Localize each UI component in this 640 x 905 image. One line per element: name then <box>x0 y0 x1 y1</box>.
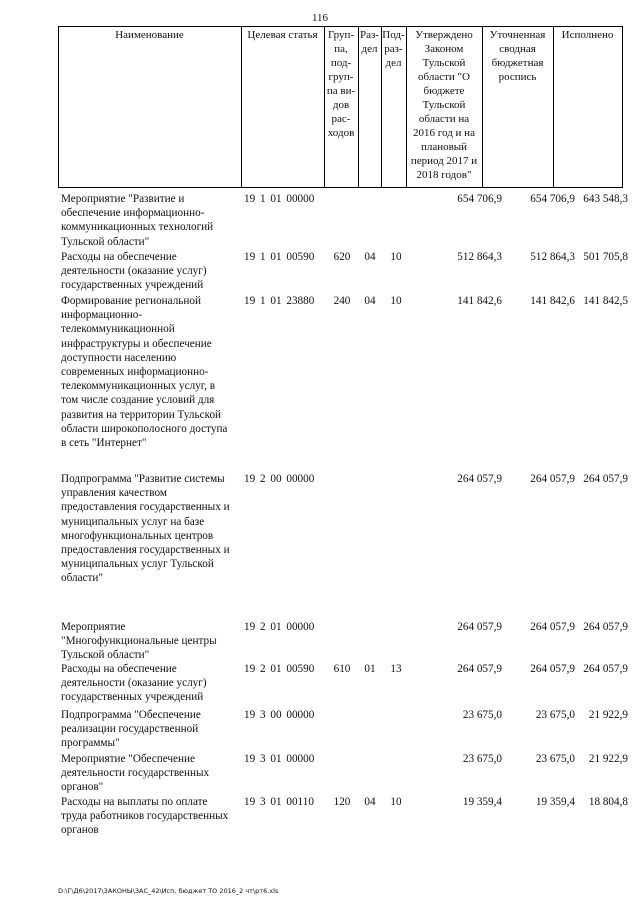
row-refined: 23 675,0 <box>535 709 575 721</box>
row-section: 04 <box>364 295 376 307</box>
row-refined: 264 057,9 <box>530 473 575 485</box>
row-refined: 654 706,9 <box>530 193 575 205</box>
header-name: Наименование <box>115 29 184 41</box>
row-refined: 23 675,0 <box>535 753 575 765</box>
row-subsection: 13 <box>390 663 402 675</box>
row-approved: 19 359,4 <box>462 796 502 808</box>
row-name: Мероприятие "Обеспечение деятельности государственных органов" <box>61 753 210 794</box>
row-refined: 141 842,6 <box>530 295 575 307</box>
row-target-article: 19 3 01 00110 <box>244 796 314 808</box>
header-executed: Исполнено <box>561 29 614 41</box>
row-subsection: 10 <box>390 295 402 307</box>
row-approved: 264 057,9 <box>457 663 502 675</box>
row-subsection: 10 <box>390 796 402 808</box>
row-executed: 501 705,8 <box>583 251 628 263</box>
header-section: Раз- дел <box>359 29 379 55</box>
row-executed: 264 057,9 <box>583 621 628 633</box>
row-approved: 512 864,3 <box>457 251 502 263</box>
row-executed: 21 922,9 <box>588 709 628 721</box>
row-target-article: 19 3 00 00000 <box>244 709 315 721</box>
row-name: Расходы на обеспечение деятельности (оказание услуг) государственных учреждений <box>61 251 207 292</box>
row-name: Расходы на обеспечение деятельности (оказание услуг) государственных учреждений <box>61 663 207 704</box>
row-approved: 141 842,6 <box>457 295 502 307</box>
header-subsection: Под- раз- дел <box>382 29 405 69</box>
row-target-article: 19 3 01 00000 <box>244 753 315 765</box>
row-target-article: 19 1 01 00590 <box>244 251 315 263</box>
row-refined: 512 864,3 <box>530 251 575 263</box>
header-group: Груп- па, под- груп- па ви- дов рас- ходов <box>326 29 356 139</box>
row-group: 620 <box>333 251 351 263</box>
row-target-article: 19 1 01 23880 <box>244 295 315 307</box>
header-target-article: Целевая статья <box>247 29 318 41</box>
row-executed: 141 842,5 <box>583 295 628 307</box>
row-name: Мероприятие "Многофункциональные центры Тульской области" <box>61 621 217 662</box>
row-refined: 264 057,9 <box>530 621 575 633</box>
row-refined: 264 057,9 <box>530 663 575 675</box>
header-approved: Утверждено Законом Тульской области "О бюджете Тульской области на 2016 год и на плановый период 2017 и 2018 годов" <box>410 29 478 181</box>
footer-file-path: D:\Г\Д6\2017\ЗАКОНЫ\ЗАС_42\Исп. бюджет ТО 2016_2 чт\рт6.xls <box>58 887 279 895</box>
row-target-article: 19 2 00 00000 <box>244 473 315 485</box>
row-name: Формирование региональной информационно- телекоммуникационной инфраструктуры и обеспечение доступности населению современных информационно- телекоммуникационных услуг, в том числе создание условий для развития на территории Тульской области широкополосного доступа в сеть "Интернет" <box>61 295 228 450</box>
header-refined: Уточненная сводная бюджетная роспись <box>489 29 546 83</box>
row-refined: 19 359,4 <box>535 796 575 808</box>
row-executed: 643 548,3 <box>583 193 628 205</box>
row-executed: 264 057,9 <box>583 663 628 675</box>
row-name: Расходы на выплаты по оплате труда работников государственных органов <box>61 796 229 837</box>
row-section: 01 <box>364 663 376 675</box>
row-subsection: 10 <box>390 251 402 263</box>
row-name: Мероприятие "Развитие и обеспечение информационно- коммуникационных технологий Тульской области" <box>61 193 214 248</box>
row-name: Подпрограмма "Обеспечение реализации государственной программы" <box>61 709 201 750</box>
row-approved: 264 057,9 <box>457 473 502 485</box>
row-executed: 21 922,9 <box>588 753 628 765</box>
row-approved: 654 706,9 <box>457 193 502 205</box>
page-number: 116 <box>311 12 329 24</box>
row-group: 610 <box>333 663 351 675</box>
row-target-article: 19 2 01 00590 <box>244 663 315 675</box>
row-group: 240 <box>333 295 351 307</box>
row-executed: 264 057,9 <box>583 473 628 485</box>
row-target-article: 19 1 01 00000 <box>244 193 315 205</box>
table-header <box>58 26 623 188</box>
row-approved: 23 675,0 <box>462 753 502 765</box>
row-group: 120 <box>333 796 351 808</box>
row-approved: 264 057,9 <box>457 621 502 633</box>
row-section: 04 <box>364 796 376 808</box>
row-name: Подпрограмма "Развитие системы управления качеством предоставления государственных и муниципальных услуг на базе многофункциональных центров предоставления государственных и муниципальных услуг Тульской области" <box>61 473 230 585</box>
row-executed: 18 804,8 <box>588 796 628 808</box>
row-target-article: 19 2 01 00000 <box>244 621 315 633</box>
row-section: 04 <box>364 251 376 263</box>
row-approved: 23 675,0 <box>462 709 502 721</box>
